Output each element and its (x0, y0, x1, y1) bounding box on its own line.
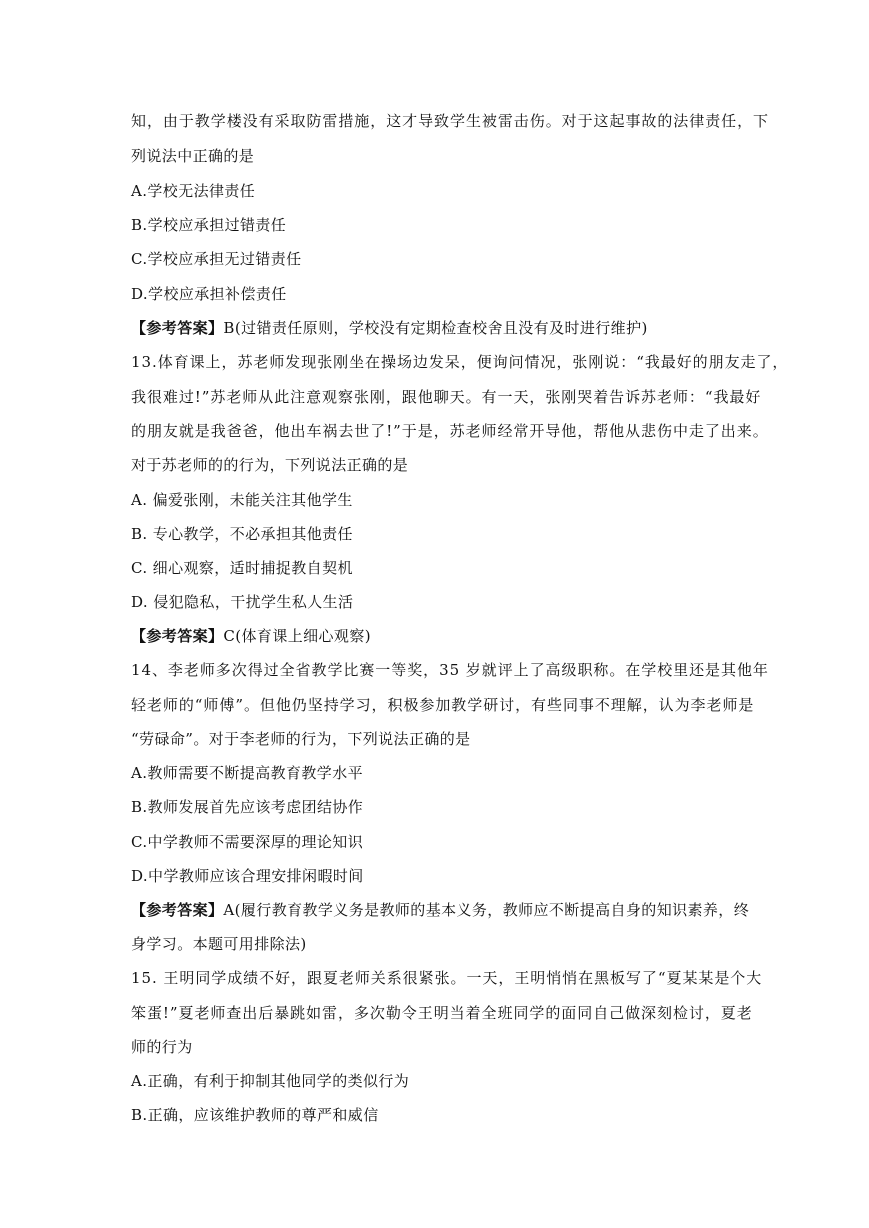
answer-label: 【参考答案】 (131, 901, 224, 919)
option-line: A.学校无法律责任 (131, 182, 256, 200)
question-line: 师的行为 (131, 1038, 193, 1056)
answer-text: C(体育课上细心观察) (223, 627, 371, 645)
question-line: 笨蛋!”夏老师查出后暴跳如雷，多次勒令王明当着全班同学的面同自己做深刻检讨，夏老 (131, 1004, 753, 1022)
answer-text: A(履行教育教学义务是教师的基本义务，教师应不断提高自身的知识素养，终 (223, 901, 750, 919)
answer-line (131, 318, 648, 338)
answer-line (131, 900, 749, 920)
option-line: C.中学教师不需要深厚的理论知识 (131, 833, 364, 851)
answer-line (131, 626, 371, 646)
option-line: A. 偏爱张刚，未能关注其他学生 (131, 491, 353, 509)
question-line: 13.体育课上，苏老师发现张刚坐在操场边发呆，便询问情况，张刚说：“我最好的朋友走了， (131, 353, 789, 371)
text-line: 列说法中正确的是 (131, 147, 255, 165)
option-line: B.学校应承担过错责任 (131, 216, 287, 234)
answer-label: 【参考答案】 (131, 627, 224, 645)
answer-line: 身学习。本题可用排除法) (131, 935, 307, 953)
answer-text: B(过错责任原则，学校没有定期检查校舍且没有及时进行维护) (223, 319, 648, 337)
option-line: C.学校应承担无过错责任 (131, 250, 302, 268)
option-line: D.学校应承担补偿责任 (131, 285, 287, 303)
option-line: B.教师发展首先应该考虑团结协作 (131, 798, 364, 816)
question-line: 轻老师的“师傅”。但他仍坚持学习，积极参加教学研讨，有些同事不理解，认为李老师是 (131, 696, 755, 714)
question-line: 对于苏老师的的行为，下列说法正确的是 (131, 456, 409, 474)
option-line: D.中学教师应该合理安排闲暇时间 (131, 867, 364, 885)
question-line: 我很难过!”苏老师从此注意观察张刚，跟他聊天。有一天，张刚哭着告诉苏老师：“我最好 (131, 388, 762, 406)
option-line: A.教师需要不断提高教育教学水平 (131, 764, 364, 782)
question-line: “劳碌命”。对于李老师的行为，下列说法正确的是 (131, 730, 471, 748)
option-line: D. 侵犯隐私，干扰学生私人生活 (131, 593, 354, 611)
question-line: 的朋友就是我爸爸，他出车祸去世了!”于是，苏老师经常开导他，帮他从悲伤中走了出来。 (131, 422, 769, 440)
answer-label: 【参考答案】 (131, 319, 224, 337)
option-line: A.正确，有利于抑制其他同学的类似行为 (131, 1072, 410, 1090)
option-line: C. 细心观察，适时捕捉教自契机 (131, 559, 353, 577)
question-line: 14、李老师多次得过全省教学比赛一等奖，35 岁就评上了高级职称。在学校里还是其他年 (131, 661, 769, 679)
question-line: 15. 王明同学成绩不好，跟夏老师关系很紧张。一天，王明悄悄在黑板写了“夏某某是个大 (131, 969, 763, 987)
option-line: B. 专心教学，不必承担其他责任 (131, 525, 353, 543)
text-line: 知，由于教学楼没有采取防雷措施，这才导致学生被雷击伤。对于这起事故的法律责任，下 (131, 112, 770, 130)
option-line: B.正确，应该维护教师的尊严和威信 (131, 1106, 379, 1124)
